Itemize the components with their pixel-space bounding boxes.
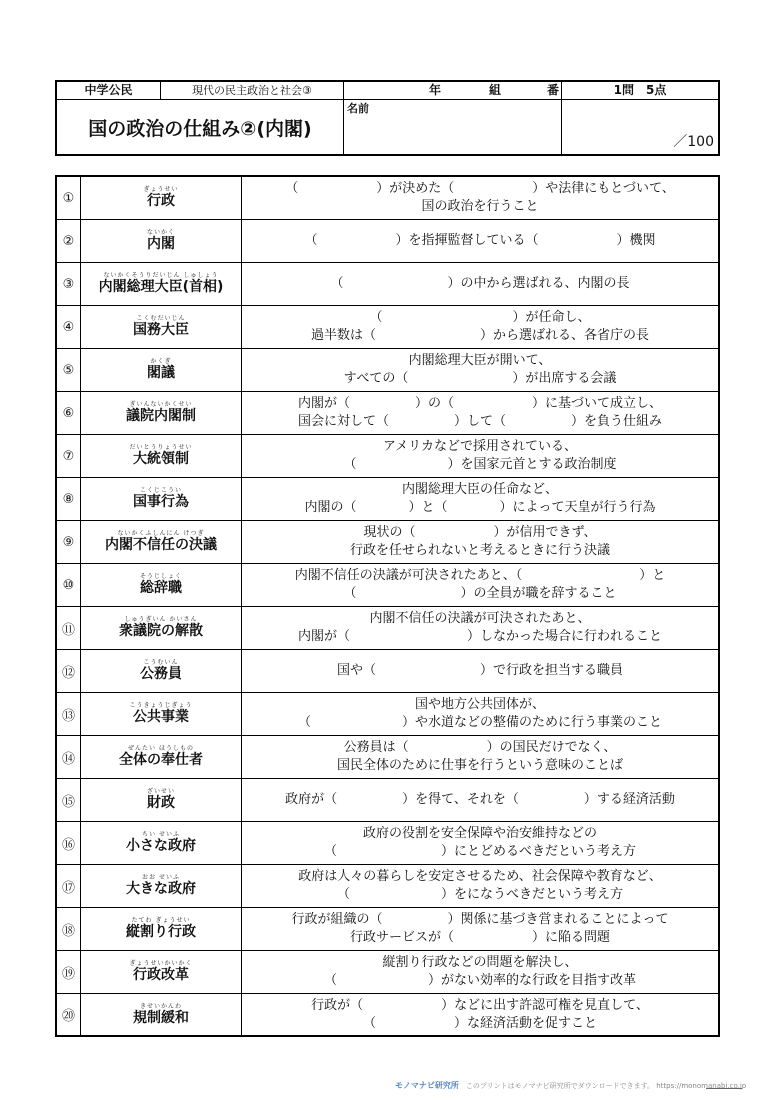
table-row	[57, 564, 718, 607]
definition-cell[interactable]	[242, 607, 718, 649]
definition-cell[interactable]	[242, 220, 718, 262]
worksheet-title: 国の政治の仕組み②(内閣)	[57, 100, 344, 154]
definition-line: 行政が組織の（ ）関係に基づき営まれることによって	[291, 912, 669, 927]
term-furigana: こくじこうい	[139, 487, 182, 494]
question-number: ②	[57, 220, 81, 262]
year-label: 年	[429, 83, 442, 97]
term-furigana: ぎいんないかくせい	[129, 401, 193, 408]
definition-line: アメリカなどで採用されている、	[382, 439, 578, 454]
term-word: 国事行為	[133, 494, 189, 510]
definition-line: 行政サービスが（ ）に陥る問題	[349, 930, 610, 945]
name-field[interactable]	[344, 100, 562, 154]
table-row	[57, 392, 718, 435]
term-cell	[81, 607, 242, 649]
definition-cell[interactable]	[242, 908, 718, 950]
definition-line: 国の政治を行うこと	[421, 199, 539, 214]
question-number: ①	[57, 177, 81, 219]
definition-cell[interactable]	[242, 349, 718, 391]
definition-line: 内閣の（ ）と（ ）によって天皇が行う行為	[304, 500, 656, 515]
class-label: 組	[489, 83, 502, 97]
definition-cell[interactable]	[242, 779, 718, 821]
table-row	[57, 994, 718, 1035]
term-furigana: かくぎ	[150, 358, 172, 365]
question-number: ③	[57, 263, 81, 305]
question-number: ⑬	[57, 693, 81, 735]
points-per-question: 1問 5点	[562, 82, 718, 100]
table-row	[57, 908, 718, 951]
name-label: 名前	[347, 102, 369, 115]
table-row	[57, 607, 718, 650]
term-word: 全体の奉仕者	[119, 752, 203, 768]
definition-line: （ ）や水道などの整備のために行う事業のこと	[297, 715, 662, 730]
term-cell	[81, 521, 242, 563]
question-number: ⑤	[57, 349, 81, 391]
question-number: ⑥	[57, 392, 81, 434]
definition-cell[interactable]	[242, 994, 718, 1035]
number-label: 番	[547, 83, 560, 97]
term-cell	[81, 349, 242, 391]
term-cell	[81, 306, 242, 348]
question-number: ⑮	[57, 779, 81, 821]
class-field[interactable]	[344, 82, 562, 100]
definition-cell[interactable]	[242, 177, 718, 219]
term-cell	[81, 951, 242, 993]
definition-line: 内閣総理大臣の任命など、	[401, 482, 558, 497]
term-furigana: だいとうりょうせい	[129, 444, 193, 451]
definition-cell[interactable]	[242, 392, 718, 434]
definition-line: 行政を任せられないと考えるときに行う決議	[349, 543, 610, 558]
definition-line: 内閣不信任の決議が可決されたあと、	[369, 611, 591, 626]
term-furigana: こうきょうじぎょう	[129, 702, 193, 709]
term-word: 小さな政府	[126, 838, 196, 854]
term-word: 大きな政府	[126, 881, 196, 897]
term-word: 内閣総理大臣(首相)	[98, 279, 224, 295]
term-furigana: しゅうぎいん かいさん	[124, 616, 198, 623]
definition-cell[interactable]	[242, 263, 718, 305]
term-furigana: ちい せいふ	[142, 831, 180, 838]
score-total: ／100	[673, 134, 714, 150]
definition-line: （ ）な経済活動を促すこと	[362, 1015, 597, 1031]
table-row	[57, 349, 718, 392]
table-row	[57, 779, 718, 822]
term-furigana: おお せいふ	[142, 874, 180, 881]
definition-line: 過半数は（ ）から選ばれる、各省庁の長	[310, 328, 649, 343]
term-cell	[81, 865, 242, 907]
term-cell	[81, 564, 242, 606]
definition-cell[interactable]	[242, 865, 718, 907]
question-number: ⑫	[57, 650, 81, 692]
definition-line: 国や地方公共団体が、	[414, 697, 545, 712]
definition-line: （ ）にとどめるべきだという考え方	[323, 844, 636, 859]
term-furigana: たてわ ぎょうせい	[131, 917, 191, 924]
definition-line: 内閣総理大臣が開いて、	[408, 353, 552, 368]
term-cell	[81, 263, 242, 305]
term-cell	[81, 822, 242, 864]
table-row	[57, 650, 718, 693]
term-word: 大統領制	[133, 451, 189, 467]
term-furigana: きせいかんわ	[139, 1002, 182, 1010]
term-word: 規制緩和	[133, 1009, 189, 1026]
question-number: ④	[57, 306, 81, 348]
term-furigana: ぎょうせいかいかく	[129, 960, 193, 967]
definition-cell[interactable]	[242, 564, 718, 606]
definition-line: （ ）の中から選ばれる、内閣の長	[330, 276, 630, 291]
table-row	[57, 693, 718, 736]
term-word: 内閣不信任の決議	[105, 537, 217, 553]
table-row	[57, 478, 718, 521]
question-number: ⑱	[57, 908, 81, 950]
term-furigana: ざいせい	[146, 788, 175, 795]
question-number: ⑰	[57, 865, 81, 907]
definition-line: （ ）が任命し、	[369, 310, 591, 325]
definition-line: 現状の（ ）が信用できず、	[363, 525, 597, 540]
term-word: 閣議	[147, 365, 175, 381]
table-row	[57, 822, 718, 865]
term-cell	[81, 435, 242, 477]
definition-line: 政府は人々の暮らしを安定させるため、社会保障や教育など、	[298, 869, 662, 884]
question-number: ⑯	[57, 822, 81, 864]
term-word: 公共事業	[133, 709, 189, 725]
definition-line: 国や（ ）で行政を担当する職員	[336, 663, 623, 678]
footer-stamp-box	[706, 1078, 742, 1089]
definition-line: 縦割り行政などの問題を解決し、	[382, 955, 578, 970]
question-number: ⑩	[57, 564, 81, 606]
term-word: 財政	[147, 795, 175, 811]
footer	[395, 1080, 746, 1091]
table-row	[57, 220, 718, 263]
score-field[interactable]	[562, 100, 718, 154]
question-number: ⑭	[57, 736, 81, 778]
term-word: 公務員	[140, 666, 182, 682]
term-furigana: そうじしょく	[139, 573, 182, 580]
term-cell	[81, 908, 242, 950]
table-row	[57, 263, 718, 306]
question-number: ⑦	[57, 435, 81, 477]
term-word: 衆議院の解散	[119, 623, 203, 639]
question-number: ⑨	[57, 521, 81, 563]
term-cell	[81, 994, 242, 1035]
definition-cell[interactable]	[242, 736, 718, 778]
term-furigana: ないかくそうりだいじん しゅしょう	[103, 272, 219, 279]
unit-label: 現代の民主政治と社会③	[161, 82, 344, 100]
definition-cell[interactable]	[242, 435, 718, 477]
term-cell	[81, 478, 242, 520]
definition-line: 政府の役割を安全保障や治安維持などの	[362, 826, 597, 841]
definition-cell[interactable]	[242, 951, 718, 993]
definition-line: すべての（ ）が出席する会議	[343, 371, 617, 386]
subject-label: 中学公民	[57, 82, 161, 100]
worksheet-header	[55, 80, 720, 156]
term-cell	[81, 736, 242, 778]
definition-line: （ ）がない効率的な行政を目指す改革	[323, 973, 636, 988]
definition-cell[interactable]	[242, 521, 718, 563]
term-furigana: こうむいん	[143, 659, 179, 666]
definition-line: 内閣不信任の決議が可決されたあと、（ ）と	[294, 568, 666, 583]
definition-line: 政府が（ ）を得て、それを（ ）する経済活動	[285, 792, 675, 807]
term-cell	[81, 779, 242, 821]
table-row	[57, 435, 718, 478]
definition-line: 公務員は（ ）の国民だけでなく、	[343, 740, 617, 755]
definition-line: 国民全体のために仕事を行うという意味のことば	[336, 758, 623, 773]
definition-cell[interactable]	[242, 306, 718, 348]
term-furigana: ないかくふしんにん けつぎ	[117, 530, 205, 537]
term-word: 行政改革	[133, 967, 189, 983]
term-word: 内閣	[147, 236, 175, 252]
definition-line: 内閣が（ ）しなかった場合に行われること	[297, 629, 662, 644]
definition-line: （ ）が決めた（ ）や法律にもとづいて、	[285, 181, 675, 196]
term-word: 縦割り行政	[126, 924, 196, 940]
term-furigana: こくむだいじん	[136, 315, 186, 322]
question-number: ⑧	[57, 478, 81, 520]
footer-brand: モノマナビ研究所	[395, 1081, 459, 1090]
definition-line: 内閣が（ ）の（ ）に基づいて成立し、	[297, 396, 662, 411]
question-number: ⑪	[57, 607, 81, 649]
definition-line: （ ）を指揮監督している（ ）機関	[304, 233, 656, 248]
table-row	[57, 521, 718, 564]
term-cell	[81, 392, 242, 434]
definition-cell[interactable]	[242, 822, 718, 864]
definition-line: 国会に対して（ ）して（ ）を負う仕組み	[297, 414, 662, 429]
term-furigana: ぜんたい ほうしもの	[128, 745, 194, 752]
definition-line: 行政が（ ）などに出す許認可権を見直して、	[311, 997, 649, 1013]
table-row	[57, 177, 718, 220]
term-cell	[81, 693, 242, 735]
term-cell	[81, 650, 242, 692]
footer-text: このプリントはモノマナビ研究所でダウンロードできます。 https://monomanabi.co.jp	[458, 1082, 747, 1090]
question-number: ⑳	[57, 994, 81, 1035]
term-furigana: ないかく	[146, 229, 175, 236]
definition-cell[interactable]	[242, 650, 718, 692]
term-cell	[81, 220, 242, 262]
term-cell	[81, 177, 242, 219]
term-word: 行政	[147, 193, 175, 209]
definition-line: （ ）の全員が職を辞すること	[343, 586, 617, 601]
table-row	[57, 306, 718, 349]
term-word: 議院内閣制	[126, 408, 196, 424]
table-row	[57, 865, 718, 908]
question-table	[55, 175, 720, 1037]
table-row	[57, 736, 718, 779]
term-furigana: ぎょうせい	[143, 186, 179, 193]
table-row	[57, 951, 718, 994]
definition-line: （ ）を国家元首とする政治制度	[343, 457, 617, 472]
definition-cell[interactable]	[242, 693, 718, 735]
definition-cell[interactable]	[242, 478, 718, 520]
term-word: 総辞職	[140, 580, 182, 596]
term-word: 国務大臣	[133, 322, 189, 338]
question-number: ⑲	[57, 951, 81, 993]
definition-line: （ ）をになうべきだという考え方	[336, 887, 623, 902]
